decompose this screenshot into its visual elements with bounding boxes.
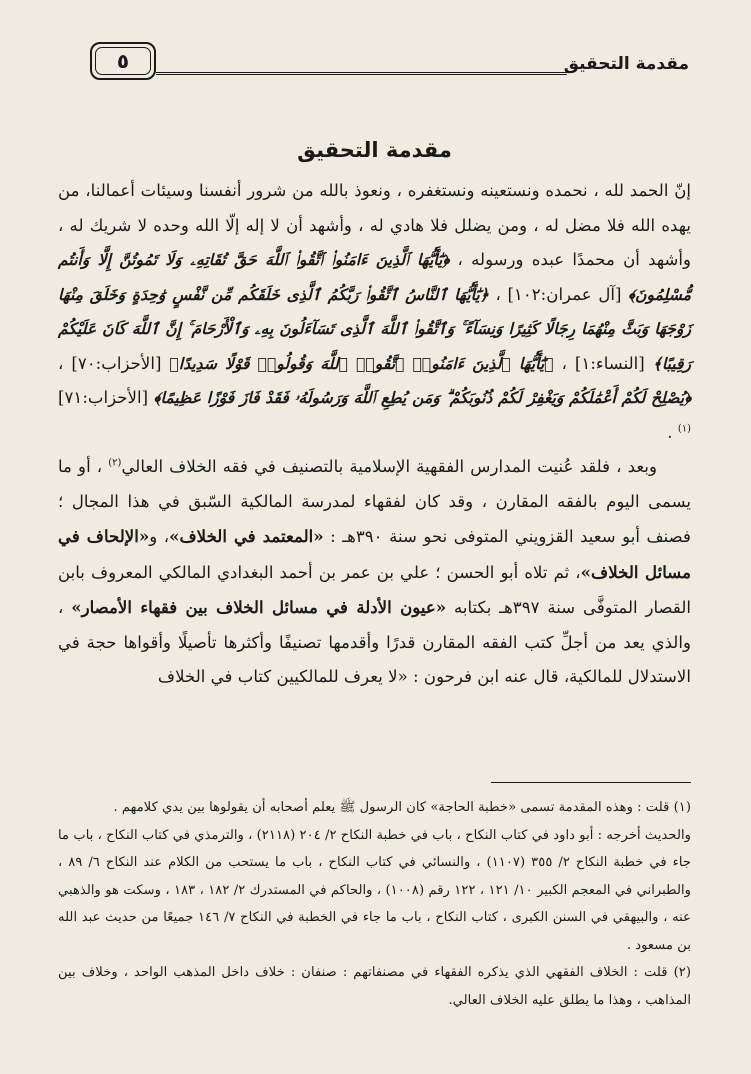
quran-verse: ﴿يَٰٓأَيُّهَا ٱلَّذِينَ ءَامَنُوا۟ ٱتَّقُوا۟ ٱللَّهَ وَقُولُوا۟ قَوْلًا سَدِيدًا﴾ — [169, 353, 554, 373]
section-title: مقدمة التحقيق — [297, 138, 452, 162]
header-rule — [156, 72, 567, 75]
text-span: ، أو ما يسمى اليوم بالفقه المقارن ، وقد كان لفقهاء لمدرسة المالكية السّبق في هذا المجال ؛ فصنف أبو سعيد القزويني المتوفى نحو سنة ٣٩٠هـ : — [58, 457, 691, 546]
verse-reference: [آل عمران:١٠٢] ، — [488, 284, 629, 304]
quran-verse: ﴿يُصْلِحْ لَكُمْ أَعْمَٰلَكُمْ وَيَغْفِرْ لَكُمْ ذُنُوبَكُمْ ۗ وَمَن يُطِعِ ٱللَّهَ وَرَسُولَهُۥ فَقَدْ فَازَ فَوْزًا عَظِيمًا﴾ — [153, 388, 691, 407]
footnote-2: (٢) قلت : الخلاف الفقهي الذي يذكره الفقهاء في مصنفاتهم : صنفان : خلاف داخل المذهب الواحد ، وخلاف بين المذاهب ، وهذا ما يطلق عليه الخلاف العالي. — [58, 965, 691, 1008]
running-title: مقدمة التحقيق — [563, 54, 689, 74]
quran-verse: ﴿يَٰٓأَيُّهَا ٱلنَّاسُ ٱتَّقُوا۟ رَبَّكُمُ ٱلَّذِى خَلَقَكُم مِّن نَّفْسٍ وَٰحِدَةٍ وَخَلَقَ مِنْهَا زَوْجَهَا وَبَثَّ مِنْهُمَا رِجَالًا كَثِيرًا وَنِسَآءً ۚ وَٱتَّقُوا۟ ٱللَّهَ ٱلَّذِى تَسَآءَلُونَ بِهِۦ وَٱلْأَرْحَامَ ۚ إِنَّ ٱللَّهَ كَانَ عَلَيْكُمْ رَقِيبًا﴾ — [58, 284, 691, 373]
quran-verse: ﴿يَٰٓأَيُّهَا ٱلَّذِينَ ءَامَنُوا۟ ٱتَّقُوا۟ ٱللَّهَ حَقَّ تُقَاتِهِۦ وَلَا تَمُوتُنَّ إِلَّا وَأَنتُم مُّسْلِمُونَ﴾ — [58, 250, 691, 304]
book-title: «عيون الأدلة في مسائل الخلاف بين فقهاء الأمصار» — [71, 597, 447, 617]
verse-reference: [النساء:١] ، — [553, 353, 653, 373]
verse-reference: [الأحزاب:٧٠] ، — [58, 353, 170, 373]
paragraph-second — [58, 450, 691, 695]
text-span: ، والذي يعد من أجلِّ كتب الفقه المقارن قدرًا وأقدمها تصنيفًا وأكثرها تأصيلًا وأقواها حجة في الاستدلال للمالكية، قال عنه ابن فرحون : «لا يعرف للمالكيين كتاب في الخلاف — [58, 598, 691, 686]
paragraph-opening — [58, 174, 691, 450]
text-span: وبعد ، فلقد عُنيت المدارس الفقهية الإسلامية بالتصنيف في فقه الخلاف العالي — [121, 457, 657, 476]
text-span: . — [667, 422, 678, 442]
footnote-ref[interactable]: (٢) — [108, 457, 122, 469]
page-header — [90, 42, 689, 84]
page-number: ٥ — [116, 49, 130, 73]
footnote-1: (١) قلت : وهذه المقدمة تسمى «خطبة الحاجة» كان الرسول ﷺ يعلم أصحابه أن يقولوها بين يدي كلامهم . — [113, 800, 691, 815]
book-title: «الإلحاف في مسائل الخلاف» — [58, 526, 691, 582]
footnote-separator — [491, 782, 691, 783]
text-span: ، ثم تلاه أبو الحسن ؛ علي بن عمر بن أحمد البغدادي المالكي المعروف بابن القصار المتوفَّى سنة ٣٩٧هـ بكتابه — [58, 562, 691, 617]
text-span: إنّ الحمد لله ، نحمده ونستعينه ونستغفره ، ونعوذ بالله من شرور أنفسنا وسيئات أعمالنا، من يهده الله فلا مضل له ، ومن يضلل فلا هادي له ، وأشهد أن لا إله إلّا الله وحده لا شريك له ، وأشهد أن محمدًا عبده ورسوله ، — [58, 181, 692, 269]
main-text — [58, 138, 691, 695]
footnote-1-continued: والحديث أخرجه : أبو داود في كتاب النكاح ، باب في خطبة النكاح ٢/ ٢٠٤ (٢١١٨) ، والترمذي في كتاب النكاح ، باب ما جاء في خطبة النكاح ٢/ ٣٥٥ (١١٠٧) ، والنسائي في كتاب النكاح ، باب ما يستحب من الكلام عند النكاح ٦/ ٨٩ ، والطبراني في المعجم الكبير ١٠/ ١٢١ ، ١٢٢ رقم (١٠٠٨) ، والحاكم في المستدرك ٢/ ١٨٢ ، ١٨٣ ، وسكت هو والذهبي عنه ، والبيهقي في السنن الكبرى ، كتاب النكاح ، باب ما جاء في الخطبة في النكاح ٧/ ١٤٦ جميعًا من حديث عبد الله بن مسعود . — [58, 827, 692, 953]
verse-reference: [الأحزاب:٧١] — [58, 388, 154, 407]
page-number-box — [90, 42, 156, 80]
footnotes — [58, 794, 691, 1014]
book-title: «المعتمد في الخلاف» — [169, 526, 324, 546]
footnote-ref[interactable]: (١) — [677, 422, 691, 434]
text-span: ، و — [149, 527, 170, 546]
